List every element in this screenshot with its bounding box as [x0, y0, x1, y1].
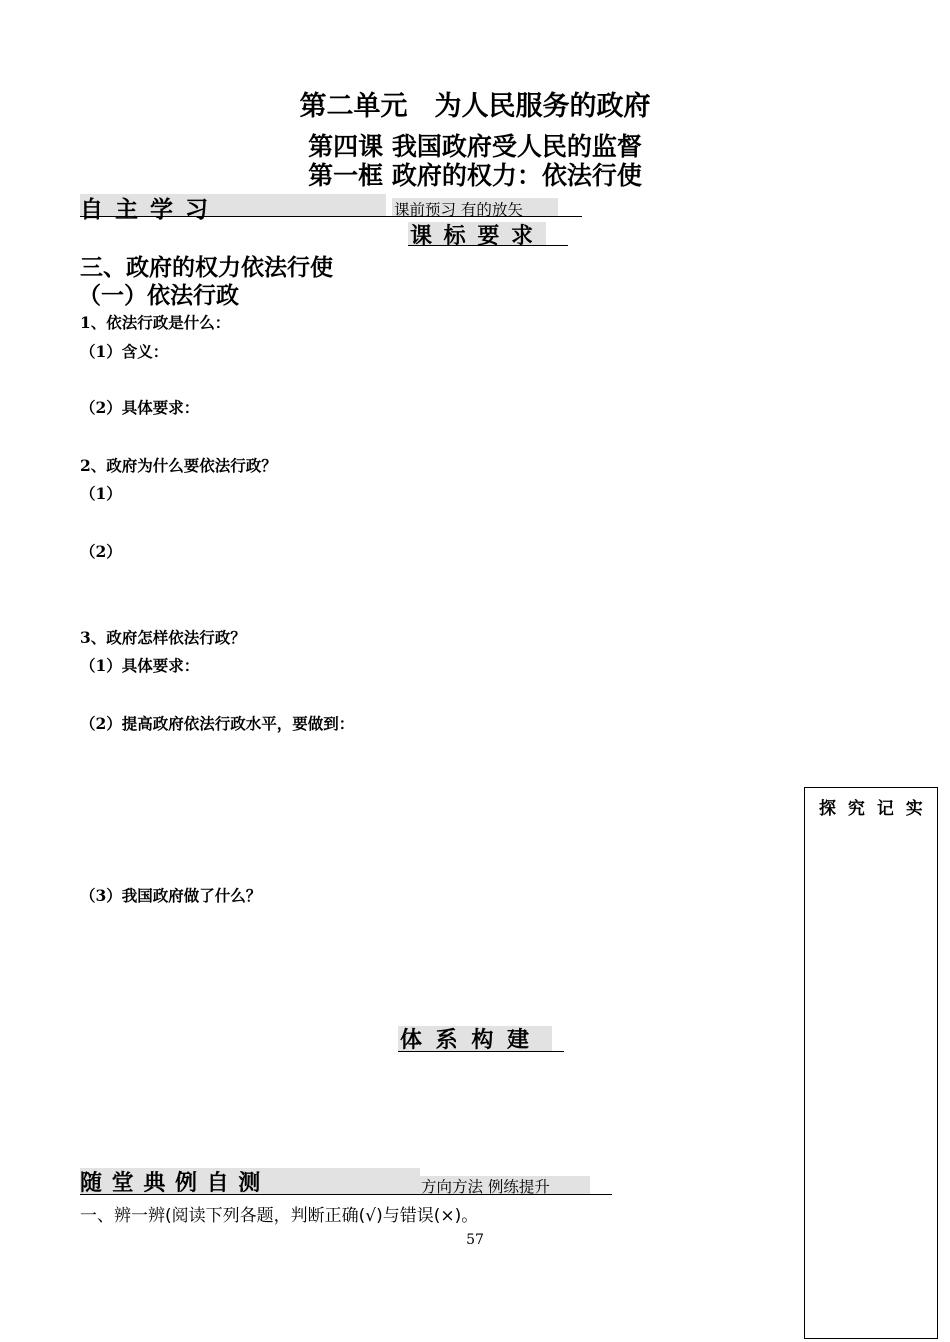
frame-title: 第一框 政府的权力：依法行使: [308, 161, 642, 190]
question-1: 1、依法行政是什么：: [80, 313, 231, 332]
section-heading: 三、政府的权力依法行使: [80, 255, 333, 281]
exercise-intro: 一、辨一辨(阅读下列各题，判断正确(√)与错误(×)。: [80, 1206, 479, 1226]
system-build-label: 体 系 构 建: [400, 1028, 532, 1053]
inquiry-notes-title: 探 究 记 实: [819, 799, 926, 819]
question-1-2: （2）具体要求：: [80, 398, 200, 417]
question-3-1: （1）具体要求：: [80, 656, 200, 675]
question-3-2: （2）提高政府依法行政水平，要做到：: [80, 714, 355, 733]
self-study-label: 自 主 学 习: [80, 197, 211, 223]
inquiry-notes-box: [804, 787, 938, 1339]
question-2-2: （2）: [80, 542, 122, 561]
unit-title: 第二单元 为人民服务的政府: [299, 91, 651, 122]
question-3-3: （3）我国政府做了什么？: [80, 886, 262, 905]
lesson-title: 第四课 我国政府受人民的监督: [308, 132, 642, 161]
page-number: 57: [466, 1232, 484, 1248]
question-3: 3、政府怎样依法行政？: [80, 628, 246, 647]
subsection-heading: （一）依法行政: [78, 283, 239, 309]
question-2: 2、政府为什么要依法行政？: [80, 456, 277, 475]
curriculum-label: 课 标 要 求: [410, 224, 535, 249]
question-1-1: （1）含义：: [80, 342, 169, 361]
self-study-subtitle: 课前预习 有的放矢: [394, 201, 523, 219]
classroom-test-label: 随 堂 典 例 自 测: [80, 1171, 262, 1196]
question-2-1: （1）: [80, 484, 122, 503]
classroom-test-subtitle: 方向方法 例练提升: [421, 1178, 550, 1196]
